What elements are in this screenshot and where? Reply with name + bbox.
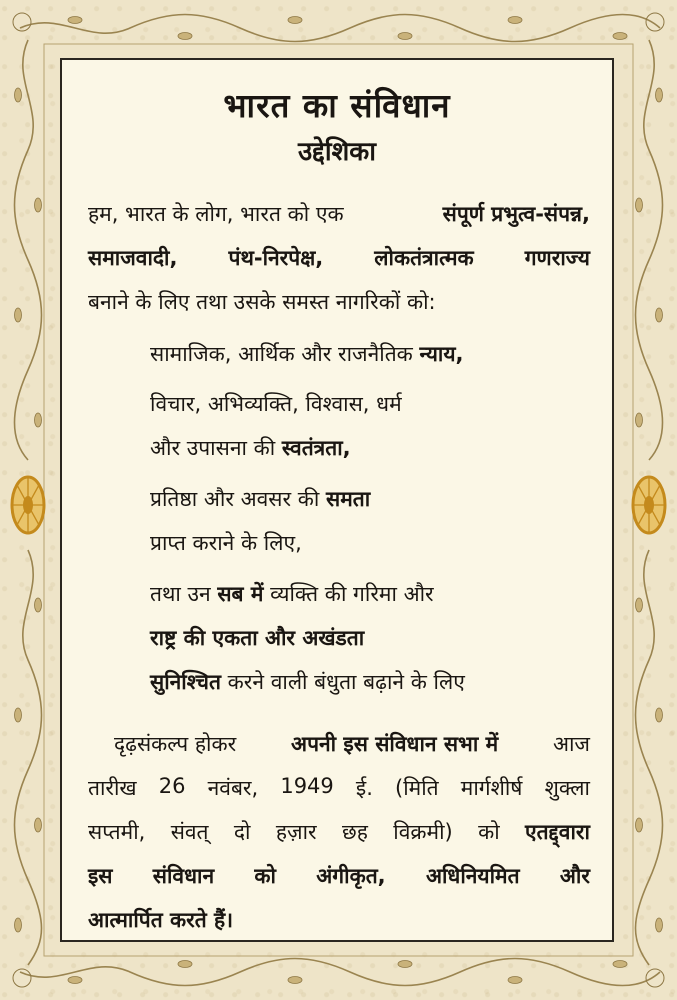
closing-month: नवंबर, — [207, 776, 259, 800]
intro-socialist: समाजवादी, — [88, 246, 178, 270]
equality-line-2: प्राप्त कराने के लिए, — [150, 531, 302, 555]
closing-line-4 — [88, 862, 590, 890]
closing-word: इस — [88, 864, 113, 888]
closing-word: (मिति — [395, 776, 439, 800]
intro-democratic: लोकतंत्रात्मक — [374, 246, 474, 270]
intro-line-1 — [88, 200, 590, 228]
liberty-bold: स्वतंत्रता, — [281, 436, 351, 460]
justice-text: सामाजिक, आर्थिक और राजनैतिक — [150, 342, 413, 366]
fraternity-text-b: व्यक्ति की गरिमा और — [270, 582, 434, 606]
closing-word: को — [254, 864, 276, 888]
closing-word: विक्रमी) — [393, 820, 453, 844]
closing-word: संवत् — [170, 820, 209, 844]
closing-word: संविधान — [152, 864, 215, 888]
fraternity-text-c: करने वाली बंधुता बढ़ाने के लिए — [227, 670, 465, 694]
closing-line-3 — [88, 818, 590, 846]
liberty-line-1: विचार, अभिव्यक्ति, विश्वास, धर्म — [150, 392, 402, 416]
closing-text-b: आज — [552, 732, 590, 756]
closing-era: ई. — [355, 776, 373, 800]
closing-word: और — [559, 864, 590, 888]
closing-word: हज़ार — [275, 820, 317, 844]
page-title: भारत का संविधान — [223, 86, 451, 125]
closing-word: छह — [342, 820, 368, 844]
closing-word: शुक्ला — [544, 776, 590, 800]
ashoka-chakra-right-icon — [629, 470, 669, 540]
intro-text: हम, भारत के लोग, भारत को एक — [88, 202, 344, 226]
page-subtitle: उद्देशिका — [298, 137, 376, 167]
equality-text: प्रतिष्ठा और अवसर की — [150, 487, 320, 511]
closing-word: तारीख — [88, 776, 137, 800]
liberty-text: और उपासना की — [150, 436, 276, 460]
closing-bold-assembly: अपनी इस संविधान सभा में — [291, 732, 499, 756]
intro-bold-sovereign: संपूर्ण प्रभुत्व-संपन्न, — [442, 202, 590, 226]
closing-bold-hereby: एतद्द्वारा — [525, 820, 590, 844]
closing-line-1 — [114, 730, 590, 758]
fraternity-assuring: सुनिश्चित — [150, 670, 221, 694]
equality-bold: समता — [326, 487, 371, 511]
fraternity-line-3 — [150, 668, 465, 696]
justice-line — [150, 340, 463, 368]
fraternity-line-1 — [150, 580, 434, 608]
fraternity-text-a: तथा उन — [150, 582, 211, 606]
closing-line-2 — [88, 774, 590, 802]
closing-text-a: दृढ़संकल्प होकर — [114, 732, 237, 756]
liberty-line-2 — [150, 434, 351, 462]
justice-bold: न्याय, — [419, 342, 464, 366]
closing-year: 1949 — [280, 774, 334, 798]
intro-republic: गणराज्य — [524, 246, 590, 270]
preamble-panel — [60, 58, 614, 942]
closing-word: को — [478, 820, 500, 844]
closing-day: 26 — [158, 774, 186, 798]
closing-word: सप्तमी, — [88, 820, 146, 844]
closing-word: मार्गशीर्ष — [460, 776, 523, 800]
preamble-content — [62, 60, 612, 940]
intro-secular: पंथ-निरपेक्ष, — [228, 246, 324, 270]
closing-line-5: आत्मार्पित करते हैं। — [88, 908, 234, 932]
equality-line-1 — [150, 485, 370, 513]
fraternity-line-2: राष्ट्र की एकता और अखंडता — [150, 626, 365, 650]
closing-word: अंगीकृत, — [316, 864, 386, 888]
intro-line-2 — [88, 244, 590, 272]
closing-word: अधिनियमित — [425, 864, 520, 888]
fraternity-bold: सब में — [217, 582, 264, 606]
ashoka-chakra-left-icon — [8, 470, 48, 540]
intro-line-3: बनाने के लिए तथा उसके समस्त नागरिकों को: — [88, 290, 436, 314]
closing-word: दो — [233, 820, 251, 844]
